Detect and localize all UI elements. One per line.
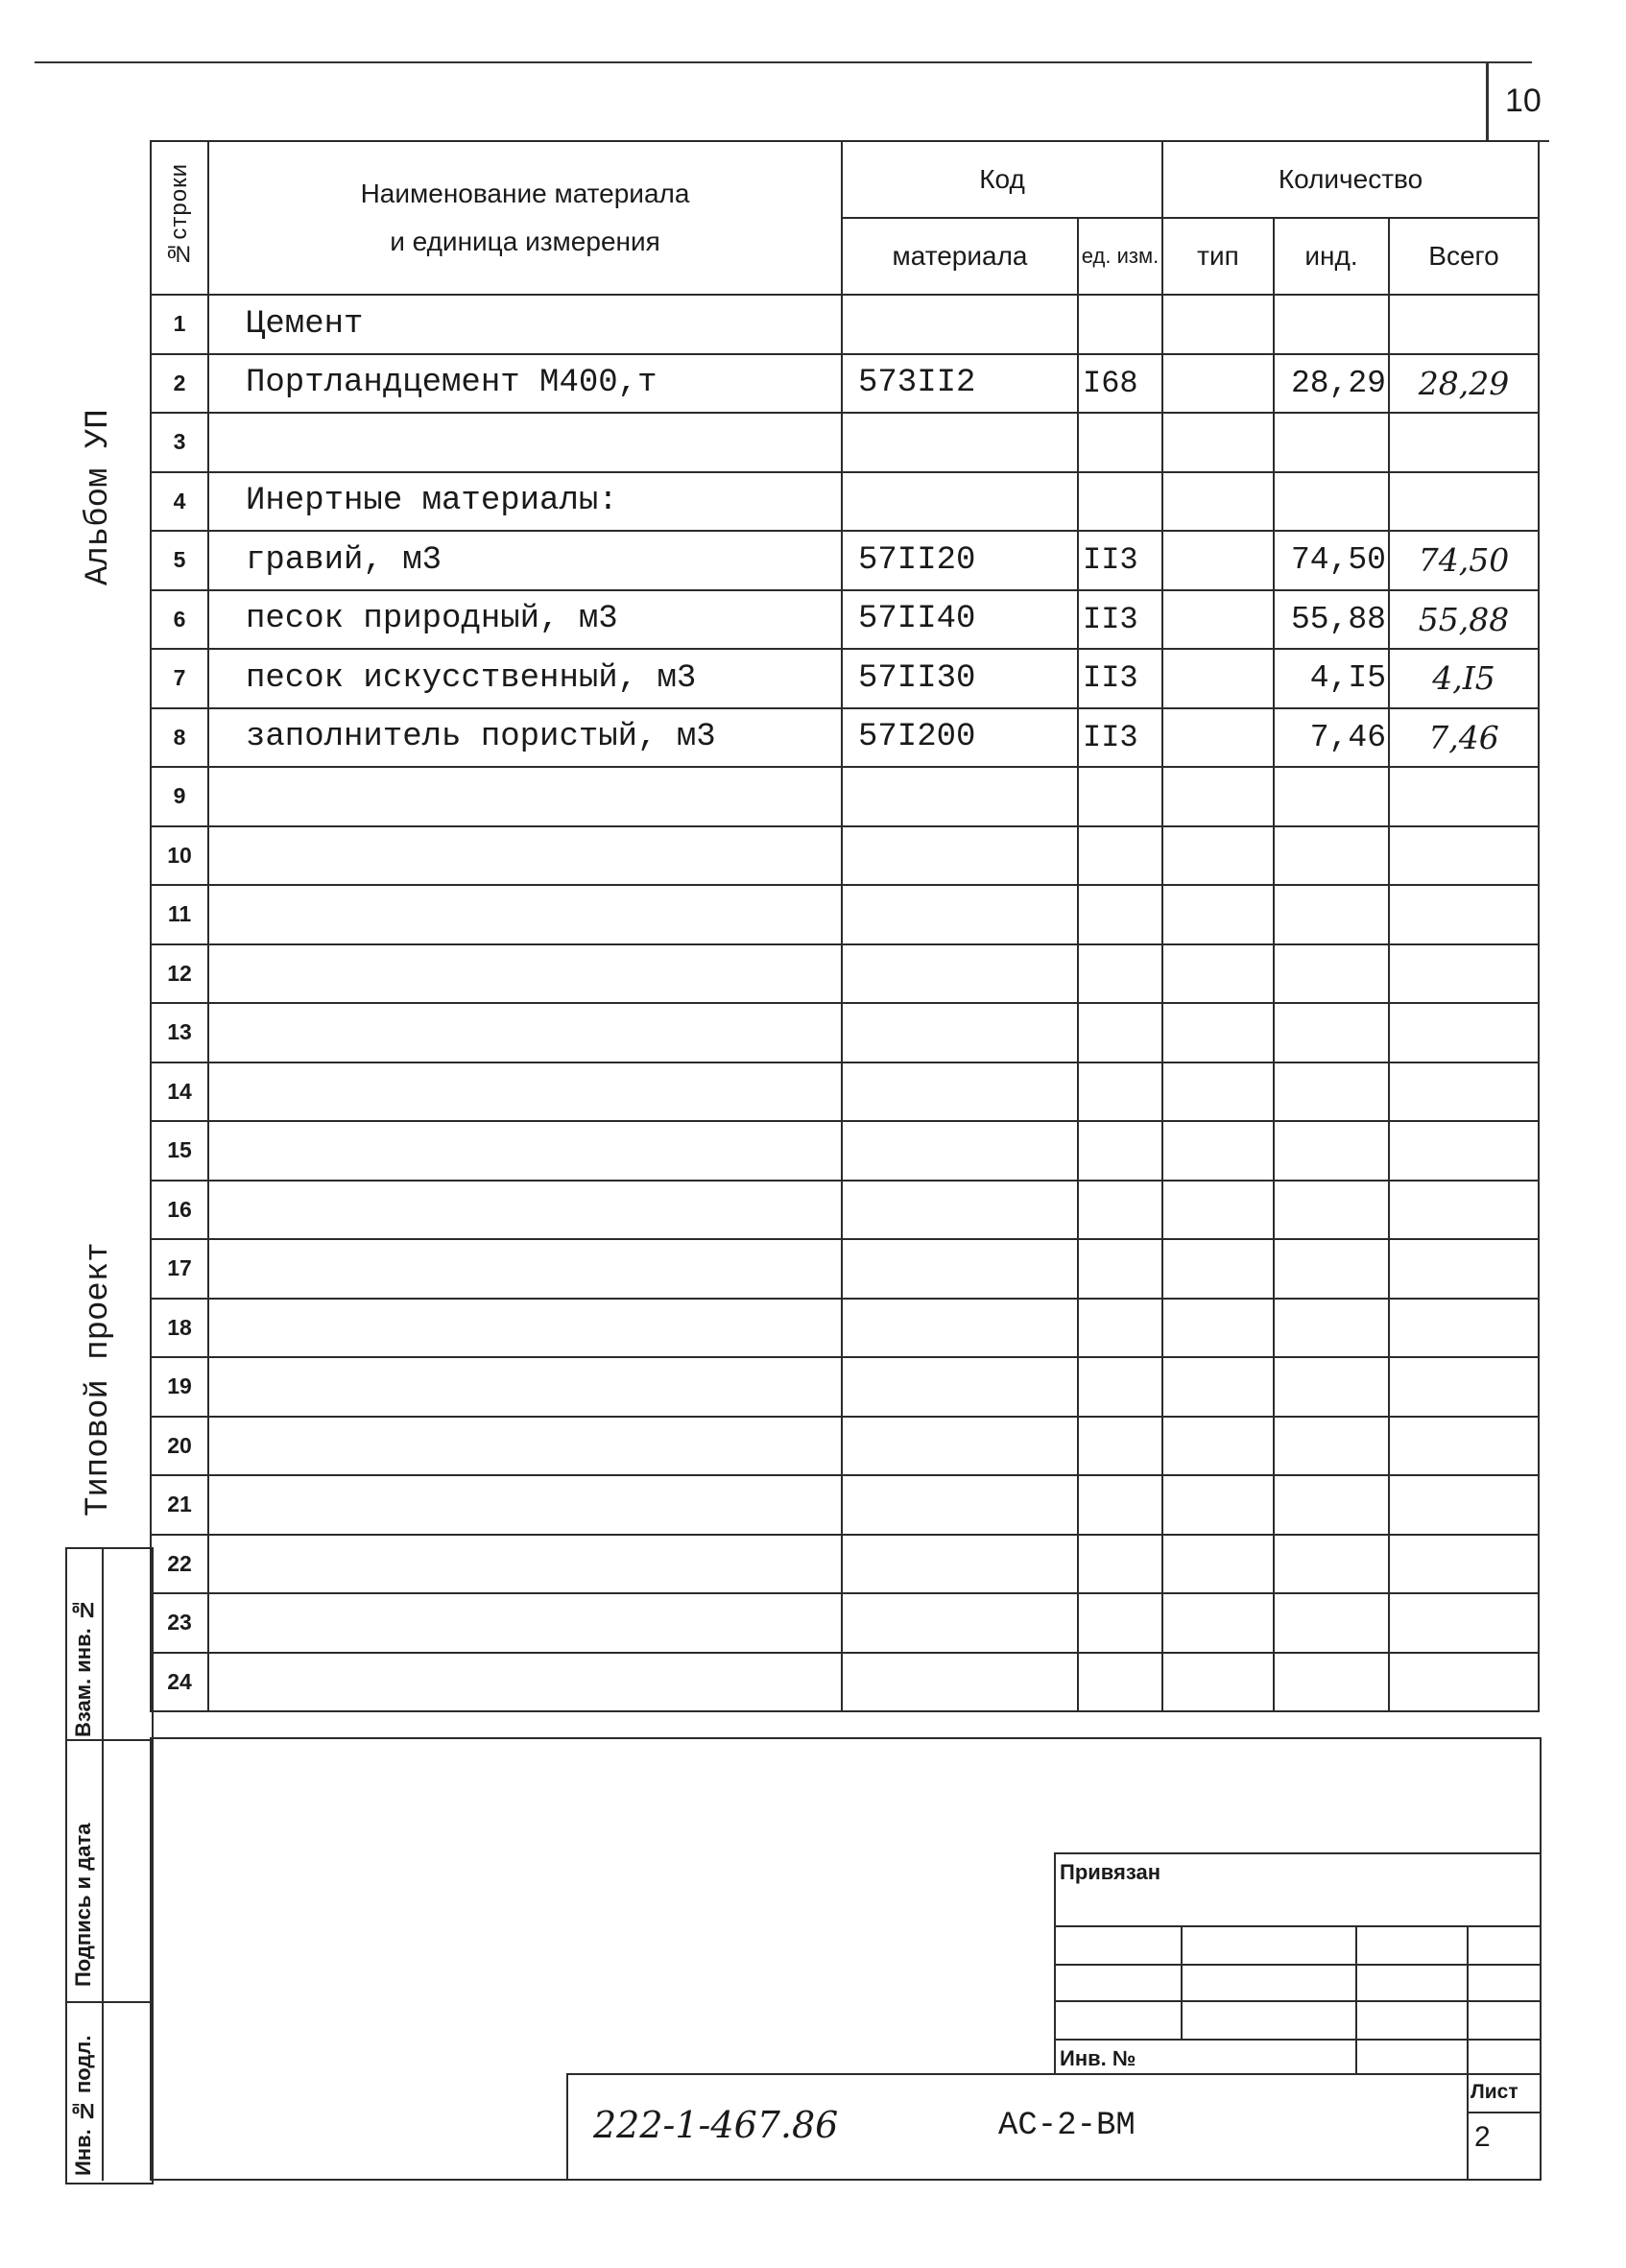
material-name: песок природный, м3 (208, 590, 842, 650)
row-number: 10 (151, 826, 208, 886)
table-row (151, 885, 1539, 944)
qty-total (1389, 1535, 1539, 1594)
table-row (151, 354, 1539, 414)
row-number: 11 (151, 885, 208, 944)
materials-table (150, 140, 1540, 1712)
unit-code (1078, 1475, 1162, 1535)
qty-type (1162, 1535, 1274, 1594)
qty-individual (1274, 1417, 1389, 1476)
material-name (208, 1239, 842, 1299)
doc-box-left (566, 2073, 568, 2181)
table-row (151, 590, 1539, 650)
qty-type (1162, 295, 1274, 354)
qty-total (1389, 1181, 1539, 1240)
qty-total (1389, 1121, 1539, 1181)
material-code (842, 1062, 1078, 1122)
qty-total (1389, 1062, 1539, 1122)
material-code (842, 1535, 1078, 1594)
qty-type (1162, 885, 1274, 944)
materials-table-body (151, 295, 1539, 1711)
qty-total (1389, 1003, 1539, 1062)
qty-individual (1274, 1299, 1389, 1358)
material-code (842, 1003, 1078, 1062)
qty-individual: 7,46 (1274, 708, 1389, 768)
material-code: 57I200 (842, 708, 1078, 768)
row-number: 18 (151, 1299, 208, 1358)
row-number: 15 (151, 1121, 208, 1181)
qty-total (1389, 413, 1539, 472)
qty-total: 7,46 (1389, 708, 1539, 768)
qty-individual (1274, 826, 1389, 886)
material-code (842, 944, 1078, 1004)
table-row (151, 649, 1539, 708)
material-name: Цемент (208, 295, 842, 354)
project-label: Типовой проект (81, 1242, 117, 1516)
table-row (151, 1181, 1539, 1240)
header-qty-total: Всего (1389, 218, 1539, 295)
header-qty-type: тип (1162, 218, 1274, 295)
sheet-value: 2 (1474, 2121, 1491, 2153)
material-name (208, 1003, 842, 1062)
material-code (842, 826, 1078, 886)
qty-type (1162, 354, 1274, 414)
qty-type (1162, 1593, 1274, 1653)
attached-box-top (1054, 1852, 1542, 1854)
qty-type (1162, 1475, 1274, 1535)
qty-individual (1274, 1535, 1389, 1594)
table-row (151, 472, 1539, 532)
row-number: 22 (151, 1535, 208, 1594)
unit-code (1078, 885, 1162, 944)
qty-total: 55,88 (1389, 590, 1539, 650)
material-name (208, 1593, 842, 1653)
qty-total (1389, 1299, 1539, 1358)
qty-individual (1274, 1181, 1389, 1240)
header-name-line2: и единица измерения (390, 227, 660, 256)
material-name (208, 1121, 842, 1181)
row-number: 8 (151, 708, 208, 768)
material-name (208, 1299, 842, 1358)
sheet-label: Лист (1471, 2081, 1518, 2103)
material-name (208, 1535, 842, 1594)
qty-type (1162, 472, 1274, 532)
qty-individual (1274, 1475, 1389, 1535)
row-number: 1 (151, 295, 208, 354)
unit-code (1078, 944, 1162, 1004)
qty-type (1162, 1121, 1274, 1181)
material-code (842, 413, 1078, 472)
table-row (151, 413, 1539, 472)
qty-individual: 28,29 (1274, 354, 1389, 414)
table-row (151, 1417, 1539, 1476)
table-row (151, 1653, 1539, 1712)
table-row (151, 767, 1539, 826)
unit-code (1078, 1535, 1162, 1594)
qty-individual: 74,50 (1274, 531, 1389, 590)
header-row-no: №строки (151, 141, 208, 295)
material-name (208, 767, 842, 826)
material-name (208, 1181, 842, 1240)
material-code: 57II30 (842, 649, 1078, 708)
stamp-replace-label: Взам. инв. № (71, 1598, 95, 1737)
table-row (151, 1003, 1539, 1062)
qty-type (1162, 1062, 1274, 1122)
table-row (151, 944, 1539, 1004)
material-name (208, 1357, 842, 1417)
left-stamp-divider (102, 1547, 104, 2181)
material-name (208, 413, 842, 472)
table-row (151, 1475, 1539, 1535)
qty-individual (1274, 472, 1389, 532)
qty-type (1162, 649, 1274, 708)
unit-code (1078, 1003, 1162, 1062)
row-number: 21 (151, 1475, 208, 1535)
doc-box-top (566, 2073, 1542, 2075)
qty-type (1162, 1239, 1274, 1299)
material-name (208, 885, 842, 944)
qty-individual (1274, 1003, 1389, 1062)
qty-type (1162, 1181, 1274, 1240)
row-number: 20 (151, 1417, 208, 1476)
material-name: песок искусственный, м3 (208, 649, 842, 708)
inv-no-label: Инв. № (1060, 2046, 1136, 2070)
row-number: 24 (151, 1653, 208, 1712)
qty-total (1389, 1357, 1539, 1417)
material-name (208, 826, 842, 886)
row-number: 7 (151, 649, 208, 708)
qty-total (1389, 944, 1539, 1004)
attached-col-1 (1181, 1925, 1183, 2039)
unit-code (1078, 826, 1162, 886)
material-code: 57II20 (842, 531, 1078, 590)
material-code (842, 472, 1078, 532)
attached-col-2 (1355, 1925, 1357, 2075)
document-code: АС-2-ВМ (998, 2108, 1136, 2144)
table-row (151, 708, 1539, 768)
qty-type (1162, 708, 1274, 768)
qty-total: 28,29 (1389, 354, 1539, 414)
material-name: Инертные материалы: (208, 472, 842, 532)
table-row (151, 1239, 1539, 1299)
header-name-line1: Наименование материала (360, 179, 690, 208)
row-number: 16 (151, 1181, 208, 1240)
material-name (208, 1417, 842, 1476)
qty-individual: 55,88 (1274, 590, 1389, 650)
top-rule (35, 61, 1532, 63)
qty-total: 4,I5 (1389, 649, 1539, 708)
qty-individual (1274, 767, 1389, 826)
qty-individual (1274, 1121, 1389, 1181)
material-name: гравий, м3 (208, 531, 842, 590)
material-code: 573II2 (842, 354, 1078, 414)
attached-label: Привязан (1060, 1860, 1161, 1884)
title-block-left-rule (150, 1737, 152, 2181)
unit-code (1078, 1062, 1162, 1122)
table-row (151, 1357, 1539, 1417)
unit-code (1078, 1653, 1162, 1712)
material-code (842, 1121, 1078, 1181)
qty-total (1389, 472, 1539, 532)
unit-code (1078, 1181, 1162, 1240)
title-block-top-rule (150, 1737, 1542, 1739)
left-stamp-sep-2 (65, 2001, 152, 2003)
qty-individual (1274, 885, 1389, 944)
table-row (151, 1593, 1539, 1653)
table-row (151, 1121, 1539, 1181)
material-code (842, 1417, 1078, 1476)
qty-total (1389, 885, 1539, 944)
qty-type (1162, 1653, 1274, 1712)
qty-type (1162, 413, 1274, 472)
unit-code (1078, 413, 1162, 472)
header-name (208, 141, 842, 295)
material-code (842, 1239, 1078, 1299)
unit-code (1078, 1239, 1162, 1299)
qty-individual (1274, 413, 1389, 472)
row-number: 3 (151, 413, 208, 472)
qty-type (1162, 531, 1274, 590)
row-number: 4 (151, 472, 208, 532)
page-number-divider (1486, 63, 1489, 142)
title-block-right-rule (1540, 1737, 1542, 2181)
qty-total (1389, 1593, 1539, 1653)
material-code (842, 1653, 1078, 1712)
header-quantity: Количество (1162, 141, 1539, 218)
qty-individual (1274, 1653, 1389, 1712)
row-number: 19 (151, 1357, 208, 1417)
qty-individual: 4,I5 (1274, 649, 1389, 708)
material-name (208, 1062, 842, 1122)
material-code (842, 1593, 1078, 1653)
material-code (842, 1357, 1078, 1417)
album-label: Альбом УП (81, 409, 117, 585)
qty-type (1162, 1003, 1274, 1062)
page-number: 10 (1505, 83, 1542, 119)
title-block-bottom-rule (150, 2179, 1542, 2181)
material-name (208, 1475, 842, 1535)
row-number: 6 (151, 590, 208, 650)
qty-individual (1274, 944, 1389, 1004)
table-row (151, 826, 1539, 886)
stamp-inv-label: Инв. № подл. (71, 2035, 95, 2176)
material-name: Портландцемент М400,т (208, 354, 842, 414)
table-row (151, 1299, 1539, 1358)
sheet-box-divider (1467, 2112, 1542, 2113)
qty-individual (1274, 1593, 1389, 1653)
qty-individual (1274, 1239, 1389, 1299)
material-code (842, 767, 1078, 826)
unit-code (1078, 1357, 1162, 1417)
material-code (842, 295, 1078, 354)
row-number: 23 (151, 1593, 208, 1653)
qty-type (1162, 944, 1274, 1004)
material-name: заполнитель пористый, м3 (208, 708, 842, 768)
row-number: 17 (151, 1239, 208, 1299)
document-number: 222-1-467.86 (593, 2104, 839, 2146)
row-number: 14 (151, 1062, 208, 1122)
unit-code (1078, 1121, 1162, 1181)
unit-code: II3 (1078, 531, 1162, 590)
header-code-material: материала (842, 218, 1078, 295)
qty-type (1162, 1357, 1274, 1417)
row-number: 2 (151, 354, 208, 414)
qty-type (1162, 590, 1274, 650)
qty-total (1389, 1475, 1539, 1535)
qty-type (1162, 1417, 1274, 1476)
row-number: 5 (151, 531, 208, 590)
qty-individual (1274, 1062, 1389, 1122)
attached-col-3 (1467, 1925, 1469, 2181)
unit-code (1078, 1593, 1162, 1653)
table-row (151, 531, 1539, 590)
stamp-sign-label: Подпись и дата (71, 1823, 95, 1987)
material-name (208, 944, 842, 1004)
qty-individual (1274, 295, 1389, 354)
unit-code: I68 (1078, 354, 1162, 414)
qty-total (1389, 1417, 1539, 1476)
header-qty-ind: инд. (1274, 218, 1389, 295)
table-row (151, 1062, 1539, 1122)
unit-code (1078, 767, 1162, 826)
unit-code: II3 (1078, 590, 1162, 650)
row-number: 13 (151, 1003, 208, 1062)
left-stamp-sep-1 (65, 1739, 152, 1741)
qty-type (1162, 767, 1274, 826)
qty-total (1389, 767, 1539, 826)
material-code: 57II40 (842, 590, 1078, 650)
material-code (842, 1299, 1078, 1358)
header-code: Код (842, 141, 1162, 218)
unit-code (1078, 295, 1162, 354)
qty-total (1389, 1653, 1539, 1712)
unit-code: II3 (1078, 649, 1162, 708)
material-code (842, 1475, 1078, 1535)
qty-total (1389, 295, 1539, 354)
header-code-unit: ед. изм. (1078, 218, 1162, 295)
qty-total: 74,50 (1389, 531, 1539, 590)
row-number: 12 (151, 944, 208, 1004)
material-code (842, 885, 1078, 944)
row-number: 9 (151, 767, 208, 826)
qty-individual (1274, 1357, 1389, 1417)
qty-total (1389, 1239, 1539, 1299)
unit-code (1078, 1417, 1162, 1476)
qty-total (1389, 826, 1539, 886)
qty-type (1162, 826, 1274, 886)
material-name (208, 1653, 842, 1712)
material-code (842, 1181, 1078, 1240)
table-row (151, 1535, 1539, 1594)
unit-code (1078, 1299, 1162, 1358)
unit-code (1078, 472, 1162, 532)
qty-type (1162, 1299, 1274, 1358)
table-row (151, 295, 1539, 354)
unit-code: II3 (1078, 708, 1162, 768)
